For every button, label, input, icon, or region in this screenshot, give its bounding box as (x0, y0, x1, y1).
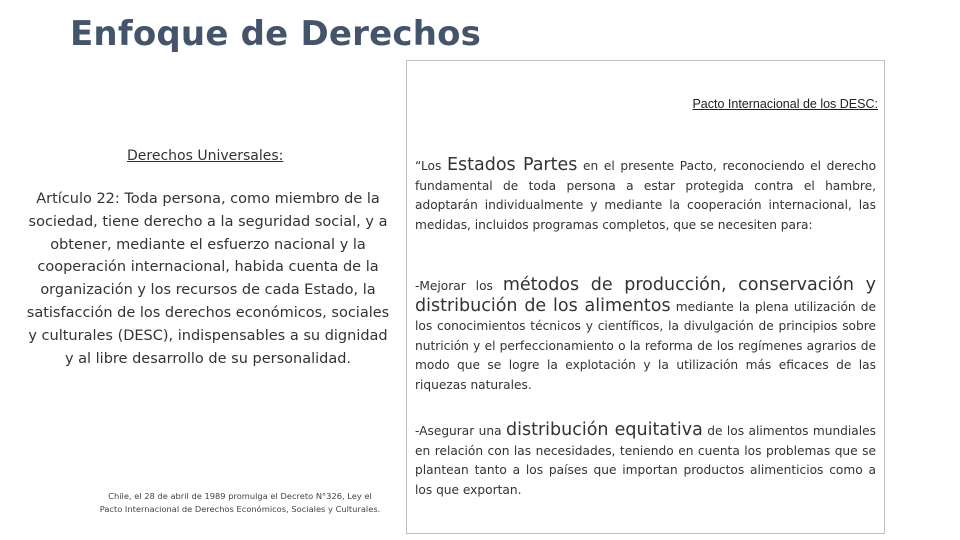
derechos-universales-heading: Derechos Universales: (127, 148, 284, 164)
p1-emphasis: Estados Partes (446, 155, 578, 175)
pacto-paragraph-2 (415, 276, 876, 396)
slide-title: Enfoque de Derechos (70, 14, 482, 54)
pacto-paragraph-1 (415, 156, 876, 235)
p1-rest: en el presente Pacto, reconociendo el derecho fundamental de toda persona a estar protegida contra el hambre, adoptarán individualmente y mediante la cooperación internacional, las medidas, incluidos programas completos, que se necesiten para: (415, 159, 877, 232)
p2-emphasis: métodos de producción, conservación y distribución de los alimentos (415, 275, 877, 316)
p1-lead: “Los (415, 159, 442, 173)
p2-lead: -Mejorar los (415, 279, 493, 293)
pacto-heading: Pacto Internacional de los DESC: (692, 97, 878, 111)
p3-emphasis: distribución equitativa (506, 420, 703, 440)
p3-rest: de los alimentos mundiales en relación con las necesidades, teniendo en cuenta los problemas que se plantean tanto a los países que importan productos alimenticios como a los que exportan. (415, 424, 877, 497)
pacto-desc-box (406, 60, 885, 534)
pacto-paragraph-3 (415, 421, 876, 500)
articulo-22-text: Artículo 22: Toda persona, como miembro de la sociedad, tiene derecho a la seguridad social, y a obtener, mediante el esfuerzo nacional y la cooperación internacional, habida cuenta de la organización y los recursos de cada Estado, la satisfacción de los derechos económicos, sociales y culturales (DESC), indispensables a su dignidad y al libre desarrollo de su personalidad. (26, 191, 390, 367)
decree-footnote: Chile, el 28 de abril de 1989 promulga el Decreto N°326, Ley el Pacto Internacional de Derechos Económicos, Sociales y Culturales. (99, 491, 381, 514)
p2-rest: mediante la plena utilización de los conocimientos técnicos y científicos, la divulgación de principios sobre nutrición y el perfeccionamiento o la reforma de los regímenes agrarios de modo que se logre la explotación y la utilización más eficaces de las riquezas naturales. (415, 299, 877, 392)
p3-lead: -Asegurar una (415, 424, 502, 438)
